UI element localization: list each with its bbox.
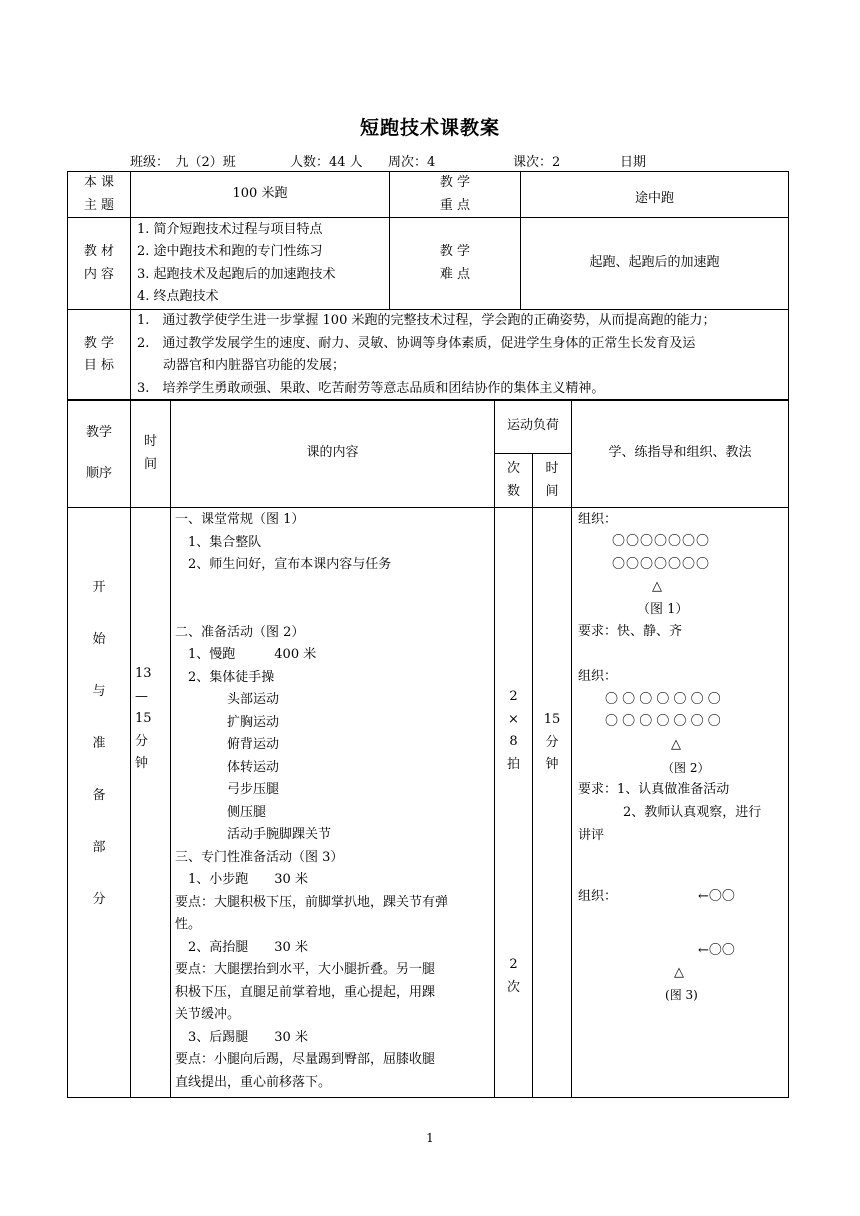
material-label: 教 材 内 容 [68, 218, 131, 310]
list-item: 1. 简介短跑技术过程与项目特点 [137, 221, 323, 237]
difficulty-label: 教 学 难 点 [390, 218, 521, 310]
theme-label: 本 课 主 题 [68, 172, 131, 218]
meta-date: 日期 [620, 155, 647, 170]
col-duration-header: 时 间 [533, 454, 572, 508]
theme-value: 100 米跑 [131, 172, 390, 218]
list-item: 2. 途中跑技术和跑的专门性练习 [137, 244, 323, 259]
section-name: 开 始 与 准 备 部 分 [68, 508, 131, 1098]
meta-lesson: 课次：2 [513, 155, 561, 170]
lesson-body-table [67, 399, 789, 1098]
meta-week: 周次：4 [388, 155, 436, 170]
col-method-header: 学、练指导和组织、教法 [572, 400, 789, 508]
meta-class: 班级： 九（2）班 [130, 155, 236, 170]
meta-people: 人数：44 人 [290, 155, 363, 170]
list-item: 4. 终点跑技术 [137, 289, 219, 304]
figure-caption: （图 2） [662, 761, 710, 775]
material-list [131, 218, 390, 310]
formation-row: 〇 〇 〇 〇 〇 〇 〇 [605, 714, 721, 729]
goal-label: 教 学 目 标 [68, 310, 131, 401]
list-item: 2. 通过教学发展学生的速度、耐力、灵敏、协调等身体素质，促进学生身体的正常生长发育及运 [137, 335, 696, 351]
section-method: 组织： 〇〇〇〇〇〇〇 〇〇〇〇〇〇〇 △ （图 1） 要求：快、静、齐 组织： 〇 〇 〇 〇 〇 〇 〇 〇 〇 〇 〇 〇 〇 〇 △ （图 2） 要求：1、认真做准备活动 2、教师认真观察，进行 讲评 组织： ←〇〇 ←〇〇 △ (图 3) [572, 508, 789, 1098]
section-duration: 15 分 钟 [533, 508, 572, 1098]
col-time-header: 时 间 [131, 400, 171, 508]
formation-row: 〇〇〇〇〇〇〇 [612, 534, 711, 549]
page-number: 1 [426, 1131, 434, 1145]
section-count: 2 × 8 拍 2 次 [495, 508, 533, 1098]
lesson-header-table [67, 171, 789, 401]
teacher-marker: △ [671, 737, 682, 752]
col-content-header: 课的内容 [171, 400, 495, 508]
section-content: 一、课堂常规（图 1） 1、集合整队 2、师生问好，宣布本课内容与任务 二、准备活动（图 2） 1、慢跑 400 米 2、集体徒手操 头部运动 扩胸运动 俯背运动 体转运动 弓步压腿 侧压腿 活动手腕脚踝关节 三、专门性准备活动（图 3） 1、小步跑 30 米 要点：大腿积极下压，前脚掌扒地，踝关节有弹 性。 2、高抬腿 30 米 要点：大腿摆抬到水平，大小腿折叠。另一腿 积极下压，直腿足前掌着地，重心提起，用踝 关节缓冲。 3、后踢腿 30 米 要点：小腿向后踢，尽量踢到臀部，屈膝收腿 直线提出，重心前移落下。 [171, 508, 495, 1098]
page-title: 短跑技术课教案 [359, 117, 500, 139]
col-load-header: 运动负荷 [495, 400, 572, 454]
list-item: 3. 起跑技术及起跑后的加速跑技术 [137, 266, 336, 282]
teacher-marker: △ [674, 965, 685, 980]
figure-caption: （图 1） [637, 602, 689, 617]
focus-value: 途中跑 [521, 172, 789, 218]
col-count-header: 次 数 [495, 454, 533, 508]
list-item: 3. 培养学生勇敢顽强、果敢、吃苦耐劳等意志品质和团结协作的集体主义精神。 [137, 380, 605, 396]
col-order-header: 教学 顺序 [68, 400, 131, 508]
section-time: 13 — 15 分 钟 [131, 508, 171, 1098]
difficulty-value: 起跑、起跑后的加速跑 [521, 218, 789, 310]
goal-list [131, 310, 789, 401]
drill-row: ←〇〇 [698, 889, 735, 904]
formation-row: 〇〇〇〇〇〇〇 [612, 557, 711, 572]
list-item: 动器官和内脏器官功能的发展； [137, 358, 346, 373]
formation-row: 〇 〇 〇 〇 〇 〇 〇 [605, 692, 721, 707]
figure-caption: (图 3) [665, 988, 698, 1002]
drill-row: ←〇〇 [698, 943, 735, 958]
focus-label: 教 学 重 点 [390, 172, 521, 218]
list-item: 1. 通过教学使学生进一步掌握 100 米跑的完整技术过程，学会跑的正确姿势，从而提高跑的能力； [137, 313, 716, 328]
teacher-marker: △ [652, 579, 663, 594]
